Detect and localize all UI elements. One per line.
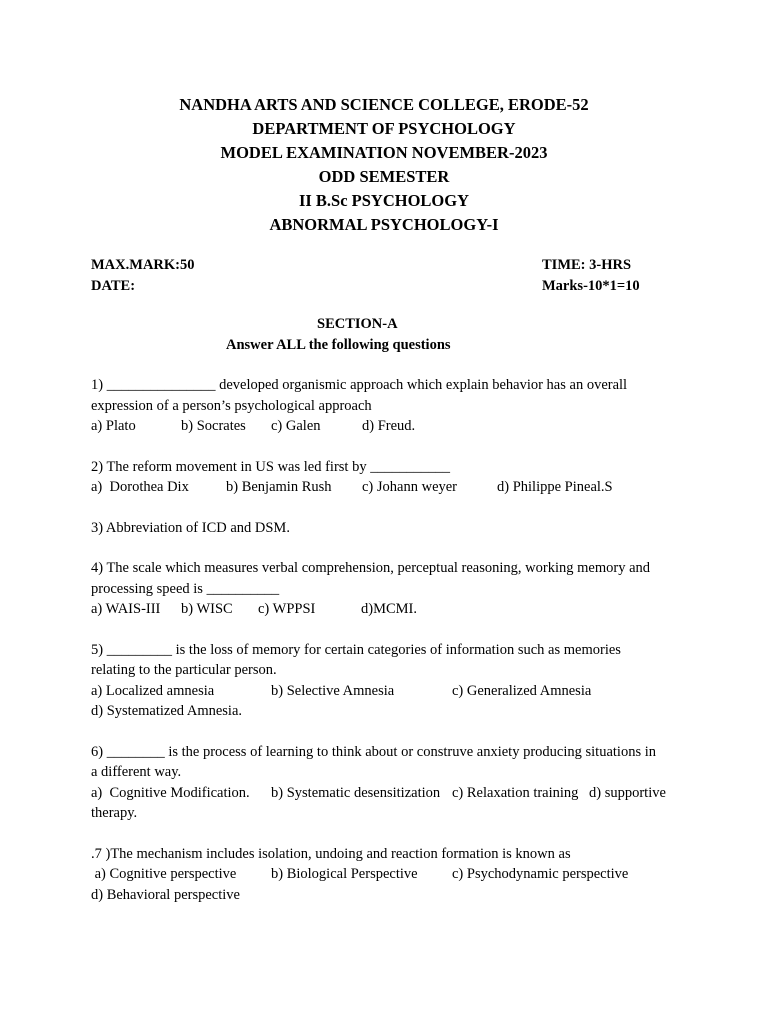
option-d-cont: therapy. bbox=[91, 805, 138, 821]
question-4 bbox=[91, 558, 686, 620]
option-d: d) Philippe Pineal.S bbox=[497, 479, 613, 495]
question-stem: 4) The scale which measures verbal comprehension, perceptual reasoning, working memory and bbox=[91, 560, 651, 576]
question-stem-cont: expression of a person’s psychological approach bbox=[91, 397, 372, 414]
option-c: c) Johann weyer bbox=[362, 479, 458, 495]
option-b: b) Selective Amnesia bbox=[271, 682, 395, 699]
max-mark: MAX.MARK:50 bbox=[91, 257, 195, 273]
exam-meta bbox=[91, 255, 651, 297]
question-stem: 6) ________ is the process of learning to think about or construve anxiety producing situations in bbox=[91, 743, 656, 760]
section-title: SECTION-A bbox=[317, 316, 398, 332]
option-a: a) Localized amnesia bbox=[91, 682, 215, 699]
time: TIME: 3-HRS bbox=[542, 257, 632, 273]
course-name: II B.Sc PSYCHOLOGY bbox=[298, 191, 470, 210]
question-stem: 2) The reform movement in US was led first by ___________ bbox=[91, 458, 450, 475]
question-stem-cont: processing speed is __________ bbox=[91, 580, 280, 597]
option-a: a) Dorothea Dix bbox=[91, 479, 189, 495]
date: DATE: bbox=[91, 278, 136, 294]
option-d: d) Behavioral perspective bbox=[91, 886, 240, 903]
option-b: b) Biological Perspective bbox=[271, 866, 418, 882]
option-b: b) Benjamin Rush bbox=[226, 479, 332, 495]
option-a: a) Cognitive Modification. bbox=[91, 784, 250, 801]
exam-header bbox=[0, 93, 768, 237]
option-row bbox=[91, 783, 686, 804]
question-stem-cont: relating to the particular person. bbox=[91, 662, 277, 678]
question-3 bbox=[91, 518, 686, 539]
semester: ODD SEMESTER bbox=[318, 167, 450, 186]
question-stem: 3) Abbreviation of ICD and DSM. bbox=[91, 519, 290, 536]
section-instruction: Answer ALL the following questions bbox=[226, 337, 451, 353]
subject-name: ABNORMAL PSYCHOLOGY-I bbox=[269, 215, 499, 234]
option-c: c) Psychodynamic perspective bbox=[452, 866, 629, 882]
option-c: c) Galen bbox=[271, 418, 321, 434]
marks-scheme: Marks-10*1=10 bbox=[542, 278, 640, 294]
question-2 bbox=[91, 457, 686, 498]
question-7 bbox=[91, 844, 686, 906]
option-row bbox=[91, 681, 686, 702]
question-stem: .7 )The mechanism includes isolation, undoing and reaction formation is known as bbox=[91, 845, 571, 862]
question-stem-cont: a different way. bbox=[91, 764, 182, 780]
question-list bbox=[91, 375, 686, 925]
option-a: a) Cognitive perspective bbox=[91, 866, 237, 882]
option-row bbox=[91, 864, 686, 885]
option-row bbox=[91, 477, 686, 498]
option-a: a) Plato bbox=[91, 418, 136, 434]
question-stem: 1) _______________ developed organismic approach which explain behavior has an overall bbox=[91, 377, 628, 393]
question-stem: 5) _________ is the loss of memory for certain categories of information such as memories bbox=[91, 641, 621, 658]
option-d: d)MCMI. bbox=[361, 601, 417, 617]
option-c: c) Relaxation training bbox=[452, 784, 579, 801]
option-d: d) Freud. bbox=[362, 418, 416, 434]
question-1 bbox=[91, 375, 686, 437]
option-a: a) WAIS-III bbox=[91, 601, 161, 617]
exam-title: MODEL EXAMINATION NOVEMBER-2023 bbox=[220, 143, 548, 162]
option-d: d) Systematized Amnesia. bbox=[91, 703, 243, 719]
option-c: c) Generalized Amnesia bbox=[452, 682, 592, 699]
college-name: NANDHA ARTS AND SCIENCE COLLEGE, ERODE-52 bbox=[179, 95, 589, 114]
option-row bbox=[91, 416, 686, 437]
question-5 bbox=[91, 640, 686, 722]
option-row bbox=[91, 599, 686, 620]
option-d: d) supportive bbox=[589, 784, 666, 801]
option-b: b) Systematic desensitization bbox=[271, 784, 441, 801]
option-c: c) WPPSI bbox=[258, 601, 316, 617]
department-name: DEPARTMENT OF PSYCHOLOGY bbox=[252, 119, 516, 138]
option-b: b) Socrates bbox=[181, 418, 246, 434]
question-6 bbox=[91, 742, 686, 824]
option-b: b) WISC bbox=[181, 601, 233, 617]
